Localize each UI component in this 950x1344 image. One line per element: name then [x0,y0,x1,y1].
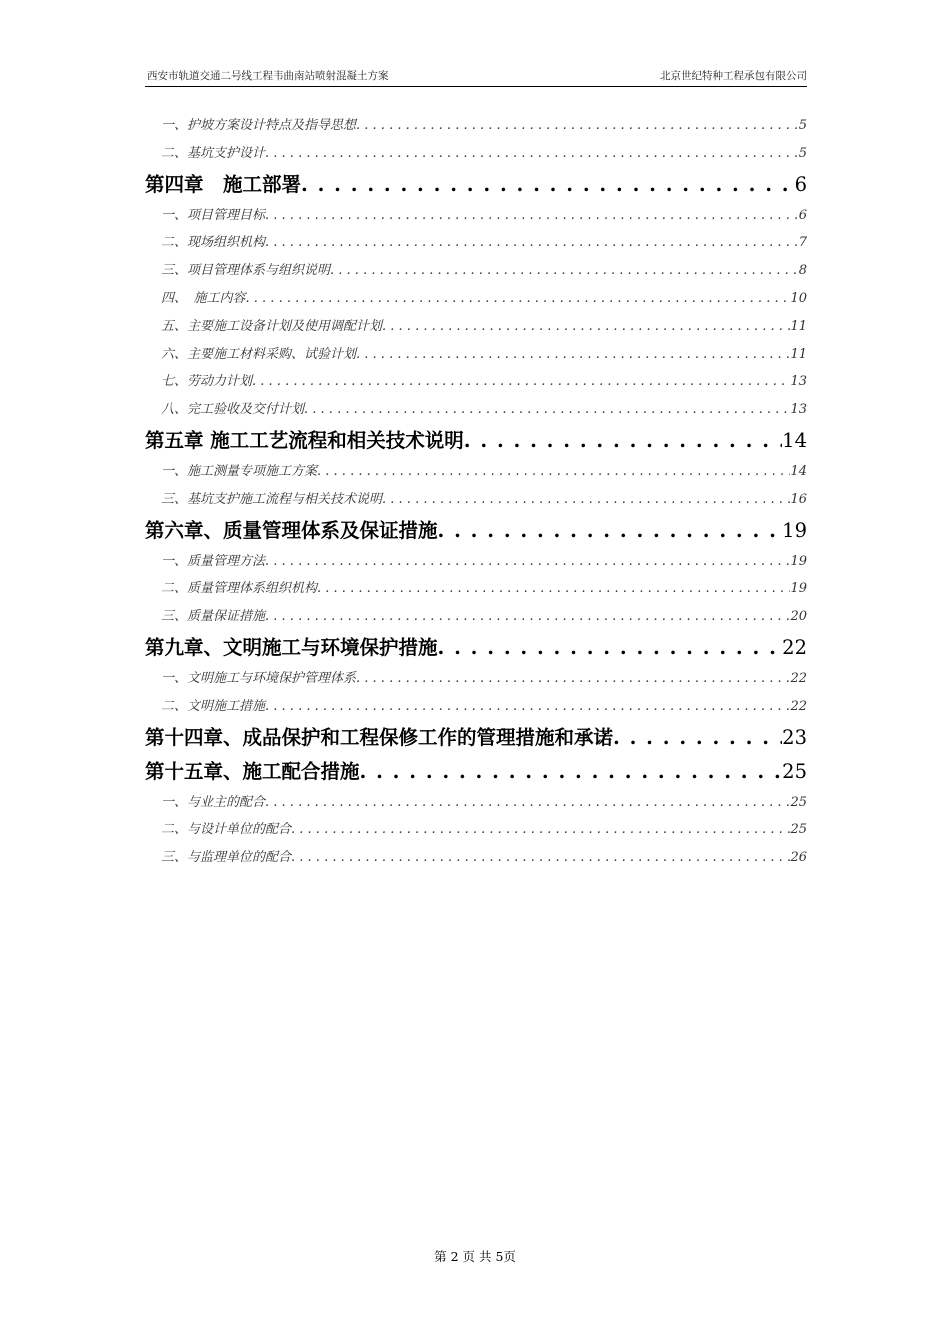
toc-entry-title: 第十五章、施工配合措施 [145,759,360,783]
toc-dot-leader [265,789,790,817]
page-footer: 第 2 页 共 5页 [434,1249,516,1264]
header-project-title: 西安市轨道交通二号线工程韦曲南站喷射混凝土方案 [147,70,389,82]
toc-section-entry[interactable] [145,789,807,817]
toc-entry-title: 一、项目管理目标 [161,207,266,223]
toc-page-number: 13 [790,402,807,418]
toc-page-number: 22 [790,698,807,714]
toc-entry-title: 第九章、文明施工与环境保护措施 [145,635,438,659]
toc-entry-title: 二、文明施工措施 [161,698,266,714]
toc-dot-leader [265,229,799,257]
toc-entry-title: 一、质量管理方法 [161,553,266,569]
toc-dot-leader [265,548,790,576]
toc-entry-title: 七、劳动力计划 [161,374,253,390]
toc-entry-title: 第四章 施工部署 [145,172,302,196]
toc-page-number: 20 [790,609,807,625]
toc-dot-leader [464,424,782,458]
toc-entry-title: 三、项目管理体系与组织说明 [161,263,331,279]
toc-entry-title: 五、主要施工设备计划及使用调配计划 [161,318,383,334]
toc-entry-title: 一、护坡方案设计特点及指导思想 [161,118,357,133]
toc-section-entry[interactable] [145,548,807,576]
toc-page-number: 16 [790,491,807,507]
toc-section-entry[interactable] [145,140,807,168]
toc-chapter-entry[interactable] [145,631,807,665]
toc-entry-title: 第六章、质量管理体系及保证措施 [145,518,438,542]
toc-section-entry[interactable] [145,844,807,872]
toc-page-number: 7 [798,235,807,251]
toc-page-number: 19 [790,581,807,597]
toc-page-number: 5 [798,118,807,133]
toc-section-entry[interactable] [145,665,807,693]
toc-section-entry[interactable] [145,693,807,721]
toc-dot-leader [356,665,790,693]
toc-section-entry[interactable] [145,396,807,424]
toc-dot-leader [291,844,790,872]
toc-entry-title: 二、与设计单位的配合 [161,822,292,838]
toc-section-entry[interactable] [145,458,807,486]
toc-dot-leader [330,257,799,285]
toc-section-entry[interactable] [145,112,807,140]
toc-dot-leader [360,755,783,789]
toc-page-number: 14 [782,428,807,452]
toc-dot-leader [613,721,782,755]
toc-entry-title: 三、与监理单位的配合 [161,850,292,866]
toc-section-entry[interactable] [145,202,807,230]
toc-dot-leader [317,458,790,486]
toc-dot-leader [382,313,790,341]
toc-page-number: 6 [794,172,807,196]
toc-page-number: 5 [798,145,807,161]
toc-entry-title: 一、文明施工与环境保护管理体系 [161,670,357,686]
toc-entry-title: 第十四章、成品保护和工程保修工作的管理措施和承诺 [145,725,614,749]
toc-section-entry[interactable] [145,313,807,341]
toc-section-entry[interactable] [145,285,807,313]
toc-dot-leader [265,202,799,230]
toc-page-number: 11 [790,346,807,362]
page-header [145,66,807,87]
toc-page-number: 6 [798,207,807,223]
toc-entry-title: 二、现场组织机构 [161,235,266,251]
toc-dot-leader [265,603,790,631]
table-of-contents [145,112,807,872]
toc-dot-leader [291,816,790,844]
toc-page-number: 25 [790,794,807,810]
toc-dot-leader [317,575,790,603]
toc-page-number: 26 [790,850,807,866]
toc-page-number: 8 [798,263,807,279]
toc-entry-title: 一、与业主的配合 [161,794,266,810]
toc-section-entry[interactable] [145,486,807,514]
toc-dot-leader [252,368,790,396]
toc-dot-leader [265,140,799,168]
toc-chapter-entry[interactable] [145,424,807,458]
toc-dot-leader [301,168,795,202]
toc-page-number: 19 [782,518,807,542]
toc-entry-title: 二、质量管理体系组织机构 [161,581,318,597]
toc-chapter-entry[interactable] [145,514,807,548]
toc-section-entry[interactable] [145,257,807,285]
toc-chapter-entry[interactable] [145,721,807,755]
toc-entry-title: 三、基坑支护施工流程与相关技术说明 [161,491,383,507]
toc-page-number: 22 [782,635,807,659]
toc-page-number: 13 [790,374,807,390]
toc-entry-title: 一、施工测量专项施工方案 [161,463,318,479]
toc-page-number: 11 [790,318,807,334]
toc-page-number: 23 [782,725,807,749]
toc-section-entry[interactable] [145,368,807,396]
toc-chapter-entry[interactable] [145,168,807,202]
toc-entry-title: 三、质量保证措施 [161,609,266,625]
toc-page-number: 25 [782,759,807,783]
toc-page-number: 10 [790,290,807,306]
toc-dot-leader [356,112,799,140]
toc-entry-title: 八、完工验收及交付计划 [161,402,305,418]
toc-section-entry[interactable] [145,341,807,369]
toc-chapter-entry[interactable] [145,755,807,789]
toc-section-entry[interactable] [145,229,807,257]
toc-section-entry[interactable] [145,575,807,603]
toc-dot-leader [246,285,791,313]
toc-page-number: 14 [790,463,807,479]
toc-page-number: 25 [790,822,807,838]
header-company-name: 北京世纪特种工程承包有限公司 [660,70,807,82]
toc-entry-title: 四、 施工内容 [161,290,246,306]
toc-dot-leader [382,486,790,514]
toc-entry-title: 第五章 施工工艺流程和相关技术说明 [145,428,464,452]
toc-entry-title: 二、基坑支护设计 [161,145,266,161]
toc-dot-leader [265,693,790,721]
toc-dot-leader [356,341,790,369]
toc-dot-leader [438,514,783,548]
toc-section-entry[interactable] [145,816,807,844]
toc-entry-title: 六、主要施工材料采购、试验计划 [161,346,357,362]
toc-page-number: 22 [790,670,807,686]
toc-section-entry[interactable] [145,603,807,631]
toc-dot-leader [438,631,783,665]
toc-dot-leader [304,396,790,424]
toc-page-number: 19 [790,553,807,569]
